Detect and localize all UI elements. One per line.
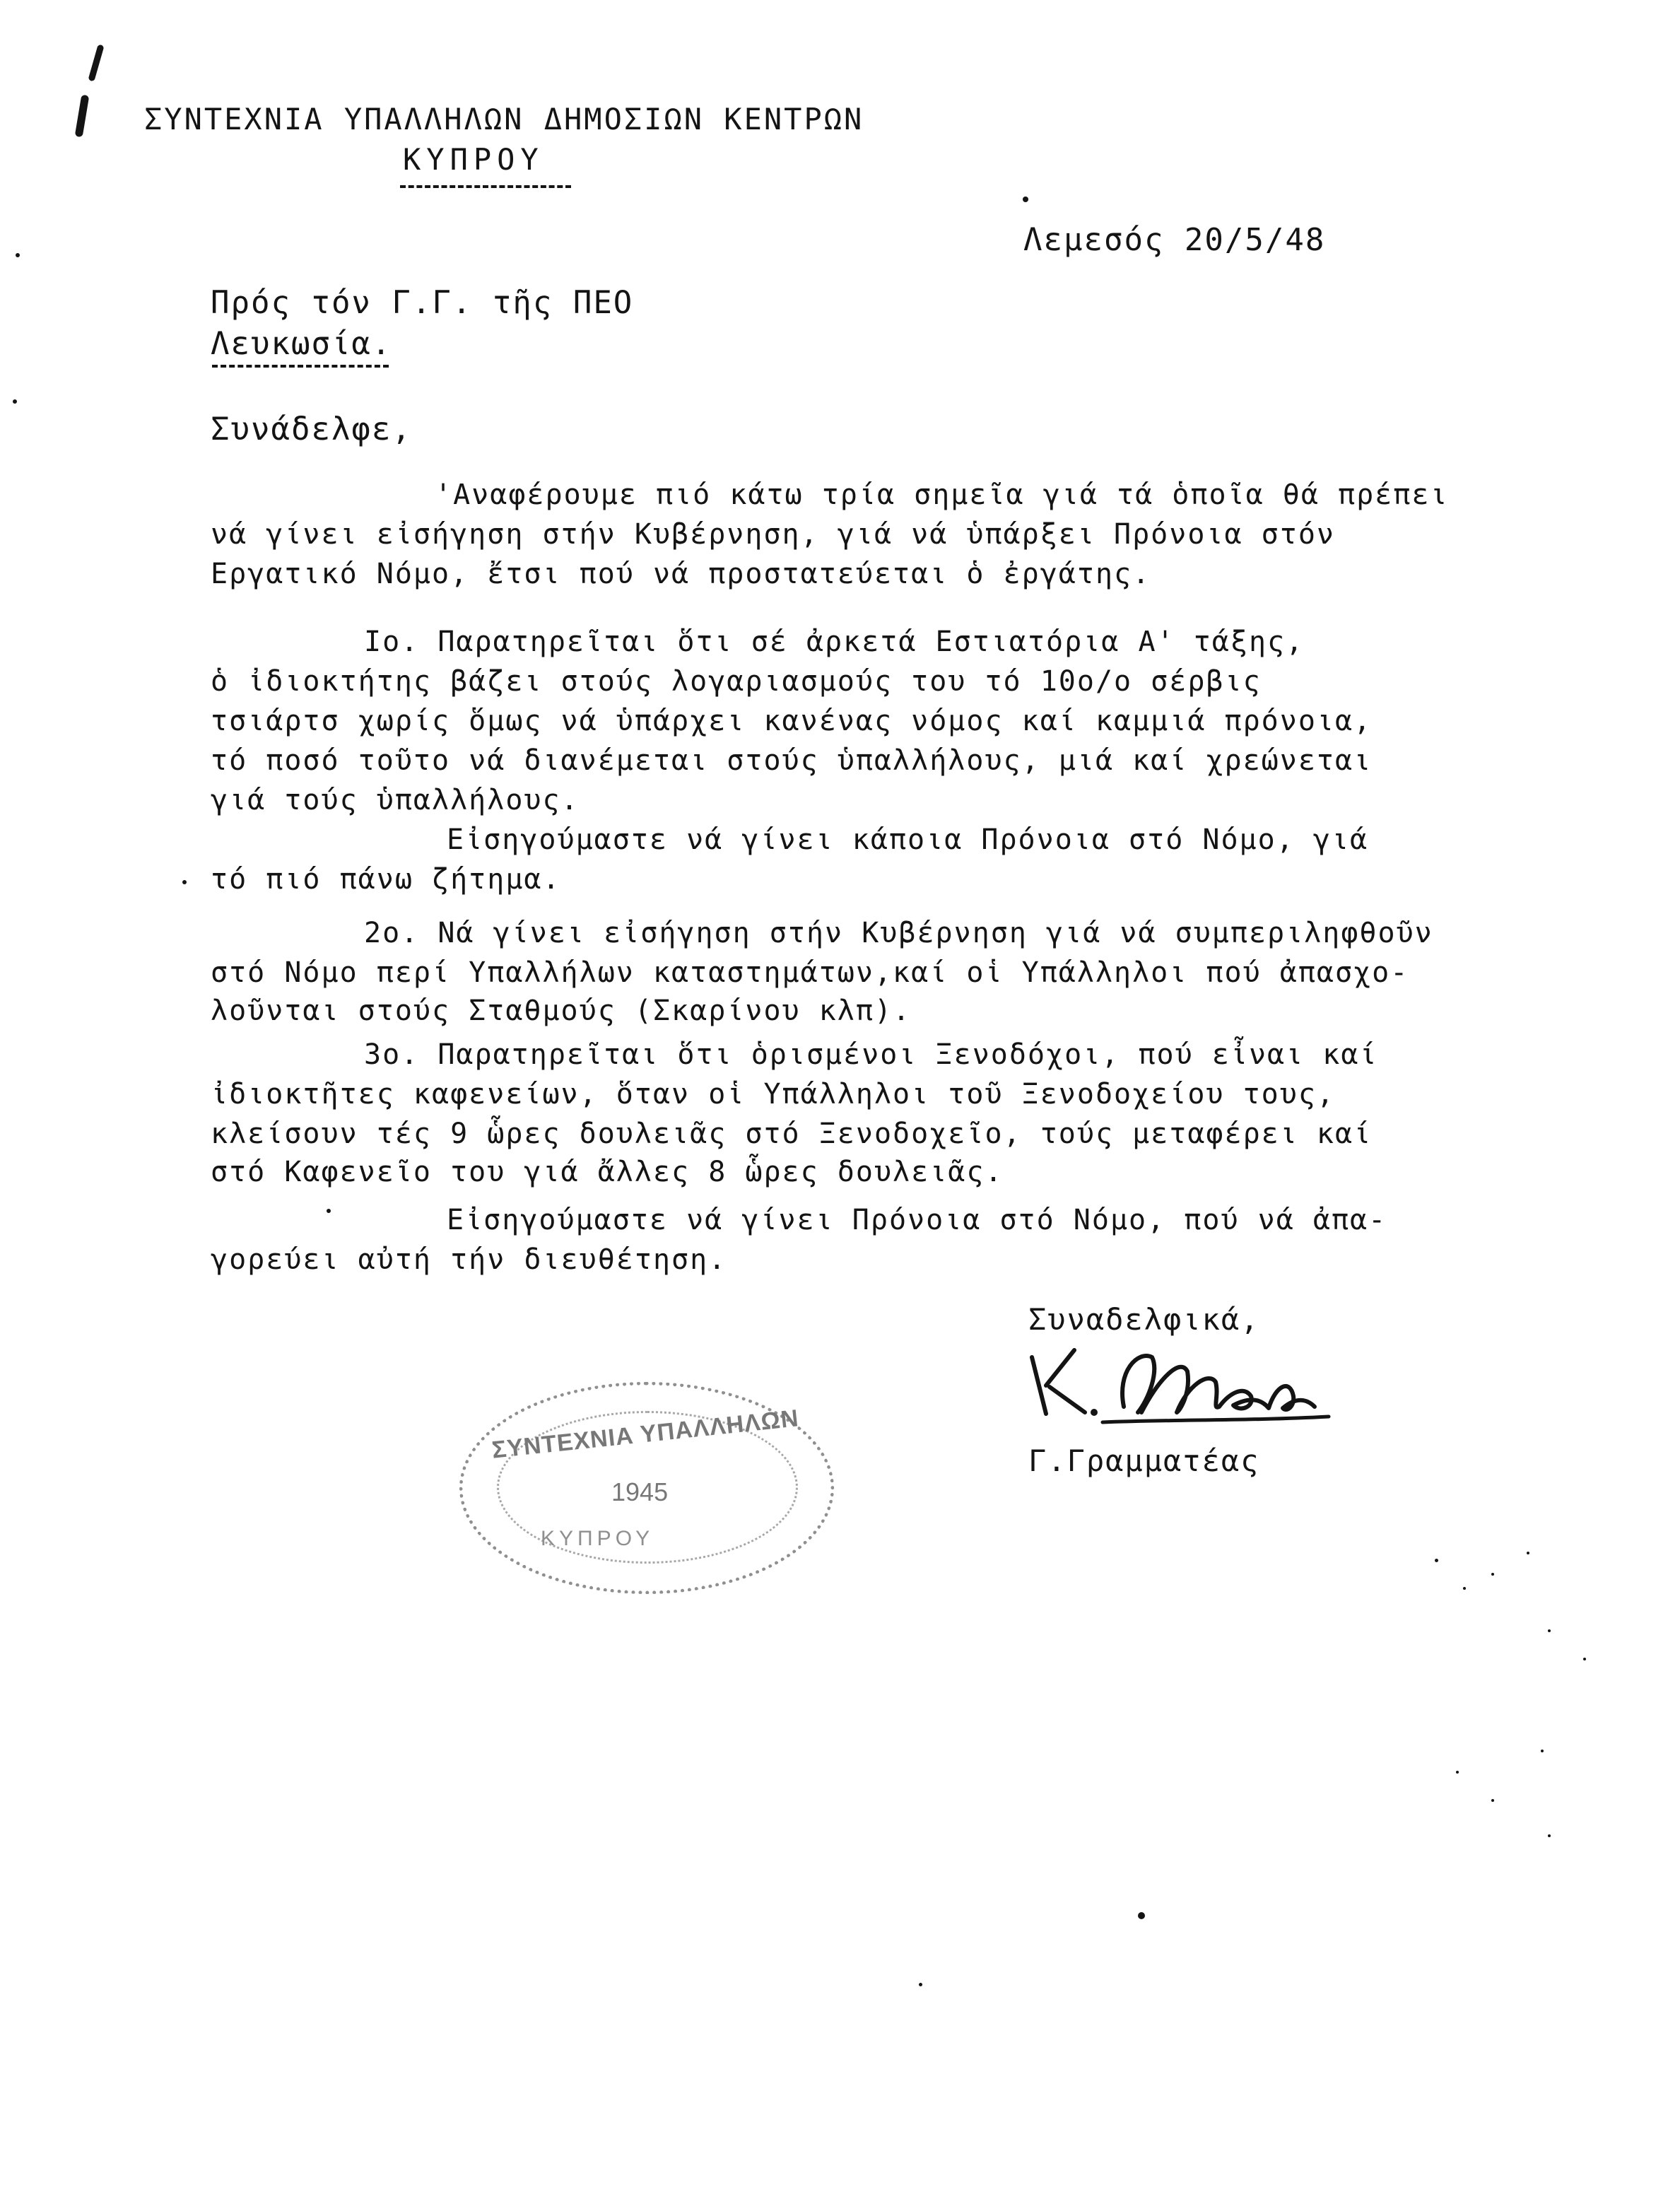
closing: Συναδελφικά, [1028, 1302, 1260, 1337]
body-line: ἰδιοκτῆτες καφενείων, ὅταν οἱ Υπάλληλοι τοῦ Ξενοδοχείου τους, [211, 1078, 1336, 1111]
scan-speck [1463, 1587, 1466, 1590]
signature-title: Γ.Γραμματέας [1028, 1443, 1260, 1478]
body-line: νά γίνει εἰσήγηση στήν Κυβέρνηση, γιά νά ὑπάρξει Πρόνοια στόν [211, 518, 1336, 551]
body-line: τό ποσό τοῦτο νά διανέμεται στούς ὑπαλλήλους, μιά καί χρεώνεται [211, 744, 1373, 777]
recipient-line-1: Πρός τόν Γ.Γ. τῆς ΠΕΟ [211, 285, 634, 321]
scan-speck [182, 880, 187, 884]
body-line: τσιάρτσ χωρίς ὅμως νά ὑπάρχει κανένας νόμος καί καμμιά πρόνοια, [211, 705, 1373, 737]
stamp-bottom-text: ΚΥΠΡΟΥ [541, 1527, 654, 1550]
body-line: Εἰσηγούμαστε νά γίνει κάποια Πρόνοια στό Νόμο, γιά [447, 824, 1369, 856]
body-line: γορεύει αὐτή τήν διευθέτηση. [211, 1243, 727, 1276]
letterhead-underline [400, 185, 571, 188]
body-line: Εργατικό Νόμο, ἔτσι πού νά προστατεύεται ὁ ἐργάτης. [211, 558, 1151, 590]
body-line: 'Αναφέρουμε πιό κάτω τρία σημεῖα γιά τά ὁποῖα θά πρέπει [435, 479, 1449, 511]
scan-speck [13, 399, 17, 404]
handwritten-signature [1018, 1329, 1343, 1435]
organization-stamp [459, 1382, 834, 1594]
body-line: κλείσουν τές 9 ὧρες δουλειᾶς στό Ξενοδοχεῖο, τούς μεταφέρει καί [211, 1118, 1373, 1150]
stamp-text: ΣΥΝΤΕΧΝΙΑ ΥΠΑΛΛΗΛΩΝ [491, 1405, 801, 1464]
body-line: στό Νόμο περί Υπαλλήλων καταστημάτων,καί οἱ Υπάλληλοι πού ἀπασχο- [211, 956, 1409, 989]
body-line: 3ο. Παρατηρεῖται ὅτι ὁρισμένοι Ξενοδόχοι, πού εἶναι καί [364, 1038, 1378, 1071]
body-line: Εἰσηγούμαστε νά γίνει Πρόνοια στό Νόμο, πού νά ἀπα- [447, 1204, 1387, 1236]
body-line: ὁ ἰδιοκτήτης βάζει στούς λογαριασμούς του τό 10ο/ο σέρβις [211, 665, 1262, 698]
scan-speck [1435, 1559, 1438, 1562]
body-line: τό πιό πάνω ζήτημα. [211, 863, 561, 896]
scan-speck [327, 1209, 331, 1213]
scan-speck [1138, 1912, 1145, 1919]
salutation: Συνάδελφε, [211, 411, 412, 447]
letterhead-country: ΚΥΠΡΟΥ [403, 142, 544, 177]
margin-pen-mark [64, 42, 120, 141]
body-line: στό Καφενεῖο του γιά ἄλλες 8 ὧρες δουλειᾶς. [211, 1156, 1004, 1188]
scan-speck [1583, 1658, 1586, 1660]
scan-speck [919, 1983, 922, 1986]
recipient-line-2: Λευκωσία. [211, 326, 392, 362]
scan-speck [1491, 1799, 1494, 1802]
scan-speck [1548, 1834, 1551, 1837]
scan-speck [1491, 1573, 1494, 1576]
scan-speck [1548, 1629, 1551, 1632]
stamp-year: 1945 [611, 1477, 669, 1506]
body-line: λοῦνται στούς Σταθμούς (Σκαρίνου κλπ). [211, 995, 912, 1027]
scan-speck [1456, 1771, 1459, 1774]
date-line: Λεμεσός 20/5/48 [1023, 222, 1326, 258]
recipient-underline [212, 365, 389, 368]
scan-speck [1541, 1750, 1544, 1752]
letterhead-organization: ΣΥΝΤΕΧΝΙΑ ΥΠΑΛΛΗΛΩΝ ΔΗΜΟΣΙΩΝ ΚΕΝΤΡΩΝ [144, 102, 864, 136]
scan-speck [16, 253, 20, 257]
scan-speck [1527, 1552, 1529, 1554]
body-line: γιά τούς ὑπαλλήλους. [211, 784, 580, 816]
body-line: Ιο. Παρατηρεῖται ὅτι σέ ἀρκετά Εστιατόρια Α' τάξης, [364, 626, 1305, 658]
scan-speck [1023, 197, 1028, 202]
body-line: 2ο. Νά γίνει εἰσήγηση στήν Κυβέρνηση γιά νά συμπεριληφθοῦν [364, 917, 1433, 949]
